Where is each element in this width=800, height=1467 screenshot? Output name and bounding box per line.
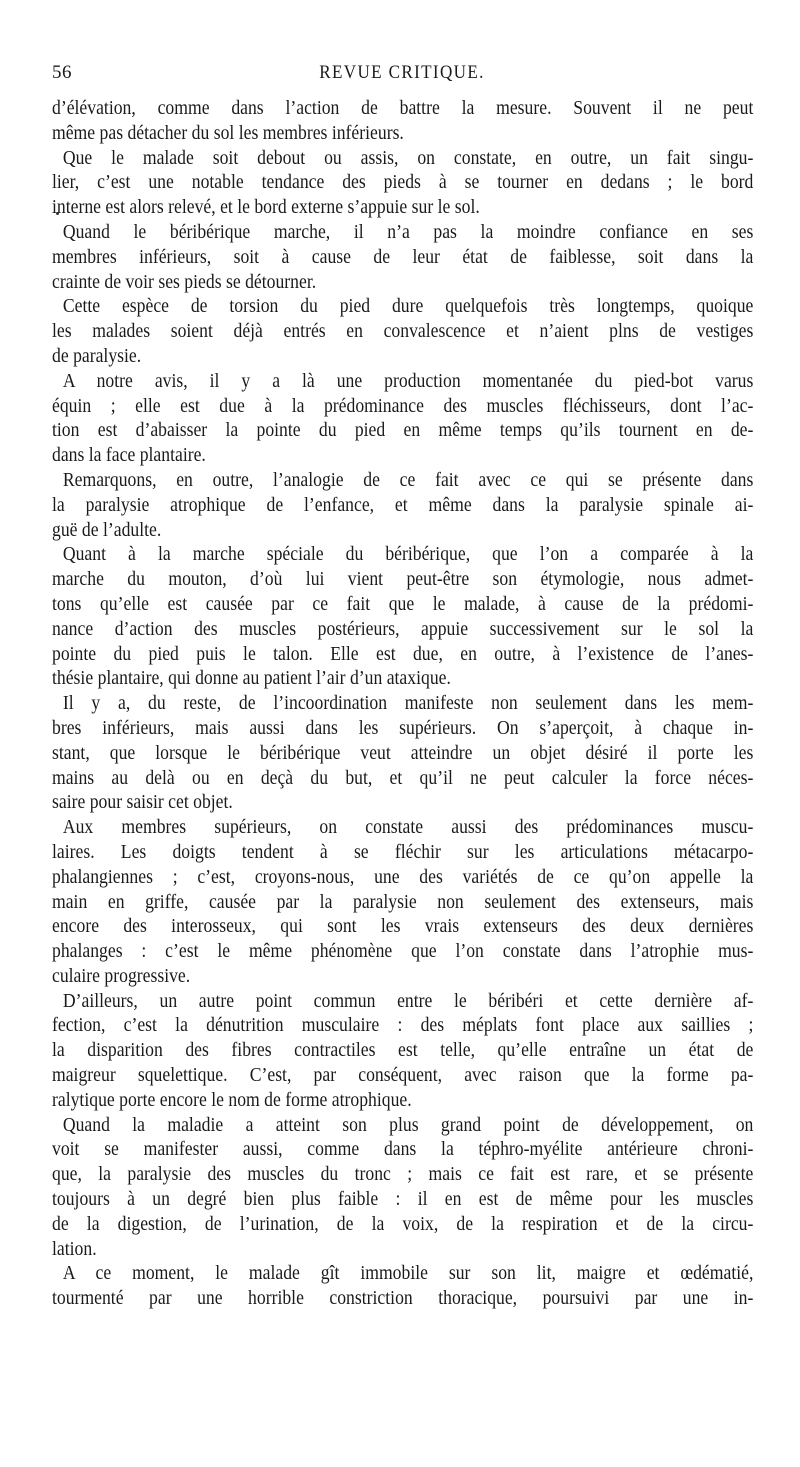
- text-line: Cette espèce de torsion du pied dure quelquefois très longtemps, quoique: [62, 296, 754, 318]
- text-line: D’ailleurs, un autre point commun entre le béribéri et cette dernière af-: [62, 990, 754, 1012]
- text-line: thésie plantaire, qui donne au patient l’air d’un ataxique.: [52, 668, 451, 690]
- running-head: REVUE CRITIQUE.: [319, 62, 485, 83]
- text-line: membres inférieurs, soit à cause de leur état de faiblesse, soit dans la: [52, 246, 754, 268]
- text-line: lier, c’est une notable tendance des pieds à se tourner en dedans ; le bord: [52, 172, 754, 194]
- text-line: tons qu’elle est causée par ce fait que le malade, à cause de la prédomi-: [52, 593, 754, 615]
- text-line: voit se manifester aussi, comme dans la téphro-myélite antérieure chroni-: [52, 1139, 754, 1161]
- text-line: phalangiennes ; c’est, croyons-nous, une des variétés de ce qu’on appelle la: [52, 866, 754, 888]
- page-header: [52, 62, 752, 84]
- text-line: crainte de voir ses pieds se détourner.: [52, 271, 317, 293]
- text-line: main en griffe, causée par la paralysie non seulement des extenseurs, mais: [52, 891, 754, 913]
- text-line: encore des interosseux, qui sont les vrais extenseurs des deux dernières: [52, 916, 754, 938]
- text-line: Quand la maladie a atteint son plus grand point de développement, on: [62, 1114, 754, 1136]
- text-line: les malades soient déjà entrés en convalescence et n’aient plns de vestiges: [52, 321, 754, 343]
- text-line: Aux membres supérieurs, on constate aussi des prédominances muscu-: [62, 817, 754, 839]
- text-line: Que le malade soit debout ou assis, on constate, en outre, un fait singu-: [62, 147, 754, 169]
- text-line: Quand le béribérique marche, il n’a pas la moindre confiance en ses: [62, 221, 754, 243]
- text-line: dans la face plantaire.: [52, 445, 206, 467]
- text-line: toujours à un degré bien plus faible : il en est de même pour les muscles: [52, 1189, 754, 1211]
- text-line: tion est d’abaisser la pointe du pied en même temps qu’ils tournent en de-: [52, 420, 754, 442]
- text-line: saire pour saisir cet objet.: [52, 792, 233, 814]
- text-line: fection, c’est la dénutrition musculaire : des méplats font place aux saillies ;: [52, 1015, 754, 1037]
- text-line: de la digestion, de l’urination, de la voix, de la respiration et de la circu-: [52, 1213, 754, 1235]
- text-line: que, la paralysie des muscles du tronc ; mais ce fait est rare, et se présente: [52, 1164, 754, 1186]
- text-line: tourmenté par une horrible constriction thoracique, poursuivi par une in-: [52, 1288, 754, 1310]
- text-line: la paralysie atrophique de l’enfance, et même dans la paralysie spinale ai-: [52, 494, 754, 516]
- text-line: A notre avis, il y a là une production momentanée du pied-bot varus: [62, 370, 754, 392]
- text-line: interne est alors relevé, et le bord externe s’appuie sur le sol.: [52, 197, 480, 219]
- text-line: Quant à la marche spéciale du béribérique, que l’on a comparée à la: [62, 544, 754, 566]
- text-line: pointe du pied puis le talon. Elle est due, en outre, à l’existence de l’anes-: [52, 643, 754, 665]
- text-line: équin ; elle est due à la prédominance des muscles fléchisseurs, dont l’ac-: [52, 395, 754, 417]
- text-line: ralytique porte encore le nom de forme atrophique.: [52, 1089, 412, 1111]
- page-number: 56: [52, 62, 72, 83]
- text-line: A ce moment, le malade gît immobile sur son lit, maigre et œdématié,: [62, 1263, 754, 1285]
- body-text: [52, 97, 754, 1312]
- text-line: laires. Les doigts tendent à se fléchir sur les articulations métacarpo-: [52, 841, 754, 863]
- text-line: bres inférieurs, mais aussi dans les supérieurs. On s’aperçoit, à chaque in-: [52, 717, 754, 739]
- text-line: stant, que lorsque le béribérique veut atteindre un objet désiré il porte les: [52, 742, 754, 764]
- text-line: nance d’action des muscles postérieurs, appuie successivement sur le sol la: [52, 618, 754, 640]
- text-line: la disparition des fibres contractiles est telle, qu’elle entraîne un état de: [52, 1040, 754, 1062]
- text-line: guë de l’adulte.: [52, 519, 162, 541]
- text-line: Remarquons, en outre, l’analogie de ce fait avec ce qui se présente dans: [62, 469, 754, 491]
- text-line: phalanges : c’est le même phénomène que l’on constate dans l’atrophie mus-: [52, 941, 754, 963]
- text-line: de paralysie.: [52, 345, 142, 367]
- text-line: mains au delà ou en deçà du but, et qu’il ne peut calculer la force néces-: [52, 767, 754, 789]
- text-line: maigreur squelettique. C’est, par conséquent, avec raison que la forme pa-: [52, 1065, 754, 1087]
- text-line: marche du mouton, d’où lui vient peut-être son étymologie, nous admet-: [52, 569, 754, 591]
- text-line: Il y a, du reste, de l’incoordination manifeste non seulement dans les mem-: [62, 693, 754, 715]
- text-line: lation.: [52, 1238, 97, 1260]
- text-line: même pas détacher du sol les membres inférieurs.: [52, 122, 404, 144]
- text-line: d’élévation, comme dans l’action de battre la mesure. Souvent il ne peut: [52, 98, 754, 119]
- text-line: culaire progressive.: [52, 965, 191, 987]
